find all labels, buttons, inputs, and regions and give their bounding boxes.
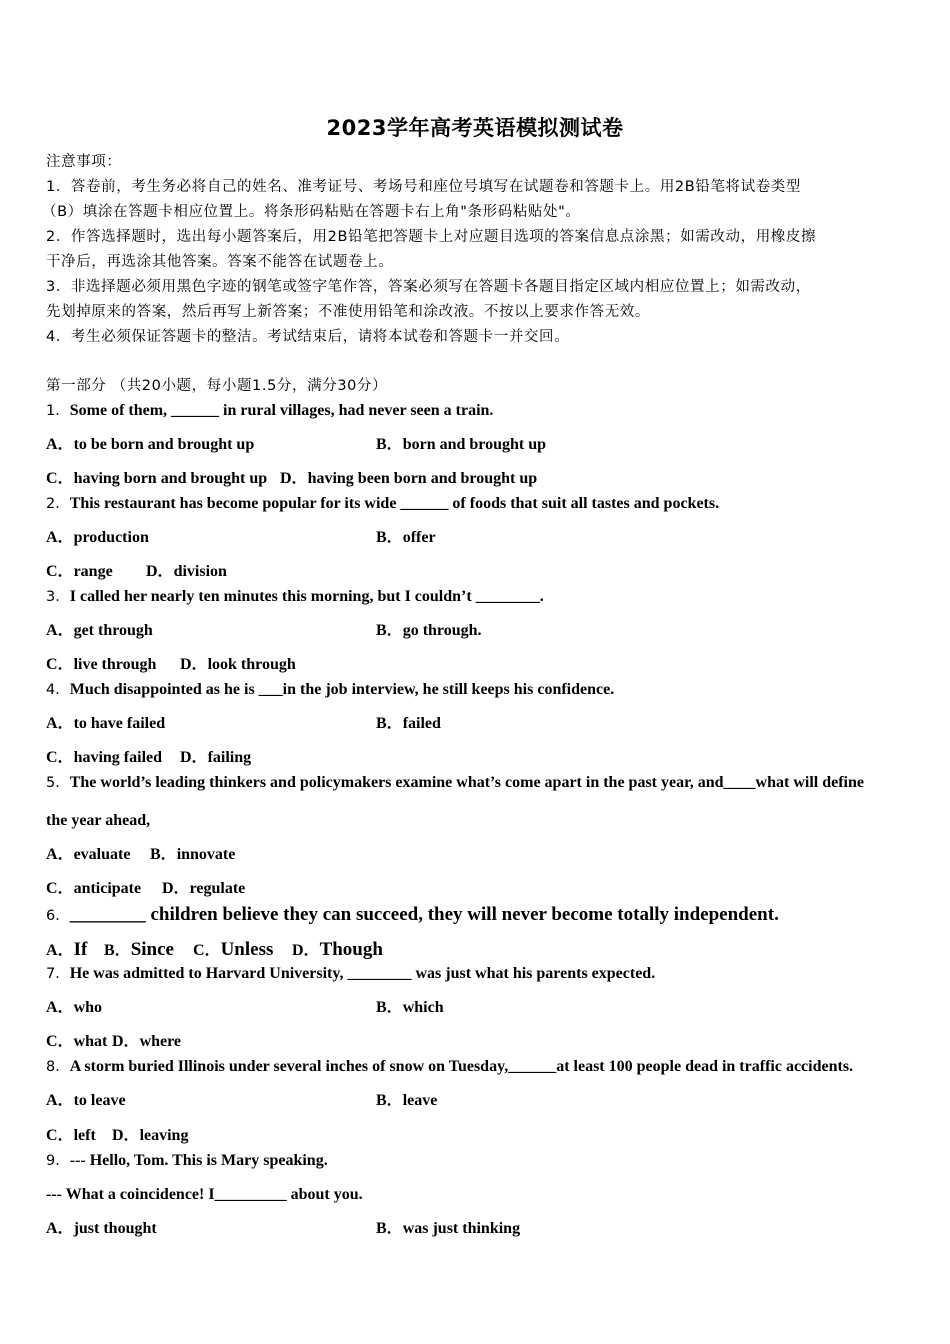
- question-number: 3．: [46, 589, 70, 605]
- option-d[interactable]: D．look through: [180, 656, 296, 673]
- question-text: Much disappointed as he is ___in the job interview, he still keeps his confidence.: [69, 681, 615, 698]
- option-d[interactable]: D．regulate: [162, 880, 246, 897]
- question-stem: [46, 680, 614, 700]
- option-b[interactable]: B．innovate: [150, 846, 236, 863]
- notice-line: 先划掉原来的答案，然后再写上新答案；不准使用铅笔和涂改液。不按以上要求作答无效。: [46, 304, 650, 320]
- option-d[interactable]: D．where: [112, 1033, 182, 1050]
- question-number: 8．: [46, 1059, 70, 1075]
- section-heading: 第一部分 （共20小题，每小题1.5分，满分30分）: [46, 378, 388, 394]
- question-number: 1．: [46, 403, 70, 419]
- option-c[interactable]: C．left: [46, 1127, 96, 1144]
- question-number: 5．: [46, 775, 70, 791]
- option-a[interactable]: A．If: [46, 939, 88, 960]
- option-c[interactable]: C．having born and brought up: [46, 470, 268, 487]
- notice-line: （B）填涂在答题卡相应位置上。将条形码粘贴在答题卡右上角"条形码粘贴处"。: [42, 204, 581, 220]
- question-number: 9．: [46, 1153, 70, 1169]
- question-stem: [46, 773, 864, 793]
- notice-line: 1．答卷前，考生务必将自己的姓名、准考证号、考场号和座位号填写在试题卷和答题卡上。用2B铅笔将试卷类型: [46, 179, 801, 195]
- option-a[interactable]: A．just thought: [46, 1220, 157, 1237]
- option-a[interactable]: A．to be born and brought up: [46, 436, 255, 453]
- question-stem: [46, 964, 655, 984]
- question-text: He was admitted to Harvard University, ________ was just what his parents expected.: [69, 965, 656, 982]
- option-b[interactable]: B．offer: [376, 529, 436, 546]
- question-text: --- Hello, Tom. This is Mary speaking.: [69, 1152, 328, 1169]
- option-b[interactable]: B．Since: [104, 939, 174, 960]
- option-c[interactable]: C．live through: [46, 656, 157, 673]
- question-stem: [46, 1151, 328, 1171]
- notice-heading: 注意事项：: [46, 154, 122, 170]
- option-a[interactable]: A．to leave: [46, 1092, 126, 1109]
- option-d[interactable]: D．Though: [292, 939, 383, 960]
- question-text-continued: --- What a coincidence! I_________ about you.: [46, 1186, 363, 1203]
- option-d[interactable]: D．division: [146, 563, 227, 580]
- option-d[interactable]: D．failing: [180, 749, 252, 766]
- option-a[interactable]: A．get through: [46, 622, 153, 639]
- question-text: This restaurant has become popular for its wide ______ of foods that suit all tastes and pockets.: [69, 495, 720, 512]
- option-c[interactable]: C．Unless: [193, 939, 274, 960]
- notice-line: 干净后，再选涂其他答案。答案不能答在试题卷上。: [46, 254, 394, 270]
- question-number: 2．: [46, 496, 70, 512]
- option-c[interactable]: C．what: [46, 1033, 108, 1050]
- option-b[interactable]: B．was just thinking: [376, 1220, 521, 1237]
- question-number: 7．: [46, 966, 70, 982]
- question-stem: [46, 494, 719, 514]
- question-stem: [46, 587, 544, 607]
- option-b[interactable]: B．born and brought up: [376, 436, 547, 453]
- question-number: 4．: [46, 682, 70, 698]
- option-c[interactable]: C．having failed: [46, 749, 163, 766]
- option-d[interactable]: D．leaving: [112, 1127, 189, 1144]
- option-b[interactable]: B．go through.: [376, 622, 482, 639]
- option-a[interactable]: A．production: [46, 529, 149, 546]
- question-text: ________ children believe they can succeed, they will never become totally independent.: [69, 904, 779, 925]
- question-text: A storm buried Illinois under several inches of snow on Tuesday,______at least 100 people dead in traffic accidents.: [69, 1058, 854, 1075]
- notice-line: 4．考生必须保证答题卡的整洁。考试结束后，请将本试卷和答题卡一并交回。: [46, 329, 570, 345]
- question-number: 6．: [46, 908, 70, 924]
- option-a[interactable]: A．evaluate: [46, 846, 131, 863]
- question-stem: [46, 903, 779, 928]
- question-stem: [46, 401, 493, 421]
- question-text: The world’s leading thinkers and policymakers examine what’s come apart in the past year, and____what will define: [69, 774, 864, 791]
- option-d[interactable]: D．having been born and brought up: [280, 470, 538, 487]
- question-stem: [46, 1057, 853, 1077]
- option-a[interactable]: A．to have failed: [46, 715, 166, 732]
- question-text: Some of them, ______ in rural villages, had never seen a train.: [69, 402, 494, 419]
- option-a[interactable]: A．who: [46, 999, 103, 1016]
- option-b[interactable]: B．failed: [376, 715, 441, 732]
- notice-line: 2．作答选择题时，选出每小题答案后，用2B铅笔把答题卡上对应题目选项的答案信息点涂黑；如需改动，用橡皮擦: [46, 229, 817, 245]
- option-b[interactable]: B．which: [376, 999, 444, 1016]
- option-c[interactable]: C．anticipate: [46, 880, 142, 897]
- question-text-continued: the year ahead,: [46, 812, 151, 829]
- question-text: I called her nearly ten minutes this morning, but I couldn’t ________.: [69, 588, 544, 605]
- notice-line: 3．非选择题必须用黑色字迹的钢笔或签字笔作答，答案必须写在答题卡各题目指定区域内相应位置上；如需改动，: [46, 279, 811, 295]
- page-title: 2023学年高考英语模拟测试卷: [326, 116, 624, 140]
- option-b[interactable]: B．leave: [376, 1092, 438, 1109]
- option-c[interactable]: C．range: [46, 563, 113, 580]
